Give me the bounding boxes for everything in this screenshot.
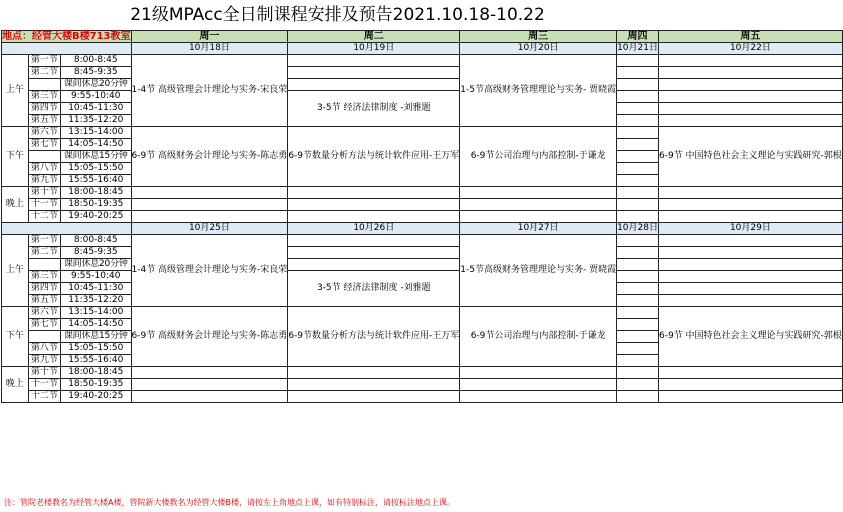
period-time: 15:05-15:50	[61, 343, 132, 355]
course-tue-pm: 6-9节数量分析方法与统计软件应用-王万军	[288, 127, 460, 187]
period-name: 第六节	[28, 127, 60, 139]
empty-cell	[617, 127, 659, 139]
empty-cell	[658, 295, 842, 307]
empty-cell	[617, 103, 659, 115]
empty-cell	[131, 379, 288, 391]
table-row	[2, 235, 843, 247]
period-time: 8:00-8:45	[61, 235, 132, 247]
period-name: 第十节	[28, 187, 60, 199]
period-time: 14:05-14:50	[61, 139, 132, 151]
course-fri-pm: 6-9节 中国特色社会主义理论与实践研究-郭根	[658, 307, 842, 367]
section-evening: 晚上	[2, 367, 29, 403]
period-time: 9:55-10:40	[61, 271, 132, 283]
table-row	[2, 91, 843, 103]
empty-cell	[288, 391, 460, 403]
period-time: 8:45-9:35	[61, 247, 132, 259]
period-name: 第十节	[28, 367, 60, 379]
empty-cell	[617, 235, 659, 247]
period-name: 第七节	[28, 139, 60, 151]
empty-cell	[288, 79, 460, 91]
empty-cell	[617, 163, 659, 175]
period-time: 18:50-19:35	[61, 199, 132, 211]
period-name: 第一节	[28, 235, 60, 247]
period-name: 第五节	[28, 295, 60, 307]
empty-cell	[617, 307, 659, 319]
period-time: 13:15-14:00	[61, 127, 132, 139]
empty-cell	[460, 367, 617, 379]
empty-cell	[617, 355, 659, 367]
period-time: 15:55-16:40	[61, 355, 132, 367]
empty-cell	[658, 367, 842, 379]
empty-cell	[617, 115, 659, 127]
course-tue-pm: 6-9节数量分析方法与统计软件应用-王万军	[288, 307, 460, 367]
empty-cell	[460, 199, 617, 211]
location-label: 地点：经管大楼B楼713教室	[2, 31, 131, 42]
empty-cell	[288, 211, 460, 223]
empty-cell	[288, 187, 460, 199]
empty-cell	[617, 247, 659, 259]
course-fri-pm: 6-9节 中国特色社会主义理论与实践研究-郭根	[658, 127, 842, 187]
table-row	[2, 187, 843, 199]
empty-cell	[658, 187, 842, 199]
break-label: 课间休息15分钟	[61, 151, 132, 163]
period-name: 第四节	[28, 283, 60, 295]
course-wed-pm: 6-9节公司治理与内部控制-于谦龙	[460, 127, 617, 187]
period-time: 11:35-12:20	[61, 115, 132, 127]
course-tue-am: 3-5节 经济法律制度 -刘雅题	[288, 91, 460, 127]
section-afternoon: 下午	[2, 127, 29, 187]
empty-cell	[460, 391, 617, 403]
footer-note: 注：管院老楼教名为经管大楼A楼，管院新大楼教名为经管大楼B楼，请按左上角地点上课，如有特别标注，请按标注地点上课。	[4, 498, 455, 507]
table-row	[2, 391, 843, 403]
table-row	[2, 271, 843, 283]
empty-cell	[617, 67, 659, 79]
empty-cell	[658, 115, 842, 127]
table-row	[2, 127, 843, 139]
period-name: 第八节	[28, 163, 60, 175]
period-name	[28, 331, 60, 343]
date-cell: 10月26日	[288, 223, 460, 235]
date-cell: 10月22日	[658, 43, 842, 55]
table-row	[2, 67, 843, 79]
period-name: 第三节	[28, 91, 60, 103]
date-cell: 10月21日	[617, 43, 658, 53]
table-row	[2, 223, 843, 235]
table-row	[2, 259, 843, 271]
period-name: 第一节	[28, 55, 60, 67]
empty-cell	[288, 55, 460, 67]
period-name: 十一节	[28, 199, 60, 211]
empty-cell	[617, 283, 659, 295]
period-name: 十二节	[28, 391, 60, 403]
period-name: 第七节	[28, 319, 60, 331]
day-header: 周五	[658, 31, 842, 43]
period-time: 15:05-15:50	[61, 163, 132, 175]
period-time: 10:45-11:30	[61, 283, 132, 295]
empty-cell	[617, 391, 659, 403]
empty-cell	[288, 259, 460, 271]
date-cell: 10月28日	[617, 223, 658, 233]
date-cell: 10月29日	[658, 223, 842, 235]
period-name: 第九节	[28, 355, 60, 367]
period-time: 8:45-9:35	[61, 67, 132, 79]
period-time: 15:55-16:40	[61, 175, 132, 187]
date-cell: 10月19日	[288, 43, 460, 55]
empty-cell	[131, 367, 288, 379]
empty-cell	[658, 235, 842, 247]
period-time: 10:45-11:30	[61, 103, 132, 115]
period-name: 第六节	[28, 307, 60, 319]
course-mon-am: 1-4节 高级管理会计理论与实务-宋良荣	[131, 235, 288, 307]
empty-cell	[288, 199, 460, 211]
period-name: 第二节	[28, 67, 60, 79]
empty-cell	[460, 187, 617, 199]
course-mon-pm: 6-9节 高级财务会计理论与实务-陈志勇	[131, 127, 288, 187]
empty-cell	[658, 259, 842, 271]
period-time: 19:40-20:25	[61, 211, 132, 223]
empty-cell	[658, 55, 842, 67]
period-name: 第八节	[28, 343, 60, 355]
empty-cell	[617, 175, 659, 187]
course-wed-am: 1-5节高级财务管理理论与实务- 贾晓霞	[460, 55, 617, 127]
break-label: 课间休息20分钟	[61, 79, 132, 91]
period-name: 第九节	[28, 175, 60, 187]
table-row	[2, 31, 843, 43]
period-time: 19:40-20:25	[61, 391, 132, 403]
course-wed-pm: 6-9节公司治理与内部控制-于谦龙	[460, 307, 617, 367]
empty-cell	[658, 391, 842, 403]
table-row	[2, 79, 843, 91]
empty-cell	[131, 187, 288, 199]
empty-cell	[617, 295, 659, 307]
empty-cell	[658, 79, 842, 91]
table-row	[2, 199, 843, 211]
empty-cell	[131, 211, 288, 223]
period-name: 第四节	[28, 103, 60, 115]
period-time: 18:50-19:35	[61, 379, 132, 391]
period-name: 第二节	[28, 247, 60, 259]
empty-cell	[658, 211, 842, 223]
empty-cell	[658, 103, 842, 115]
empty-cell	[658, 379, 842, 391]
period-time: 14:05-14:50	[61, 319, 132, 331]
page-title: 21级MPAcc全日制课程安排及预告2021.10.18-10.22	[130, 5, 545, 25]
table-row	[2, 55, 843, 67]
day-header: 周四	[617, 31, 659, 43]
empty-cell	[617, 259, 659, 271]
empty-cell	[658, 271, 842, 283]
table-row	[2, 211, 843, 223]
schedule-table	[1, 30, 843, 403]
empty-cell	[658, 199, 842, 211]
period-time: 13:15-14:00	[61, 307, 132, 319]
period-name: 十一节	[28, 379, 60, 391]
empty-cell	[617, 151, 659, 163]
period-name	[28, 79, 60, 91]
break-label: 课间休息20分钟	[61, 259, 132, 271]
table-row	[2, 43, 843, 55]
empty-cell	[617, 379, 659, 391]
day-header: 周一	[131, 31, 288, 43]
date-row-spacer	[2, 43, 132, 55]
period-name	[28, 259, 60, 271]
period-name: 十二节	[28, 211, 60, 223]
empty-cell	[288, 67, 460, 79]
empty-cell	[617, 331, 659, 343]
empty-cell	[658, 67, 842, 79]
period-name	[28, 151, 60, 163]
empty-cell	[617, 367, 659, 379]
empty-cell	[131, 199, 288, 211]
empty-cell	[617, 211, 659, 223]
table-row	[2, 247, 843, 259]
empty-cell	[617, 139, 659, 151]
empty-cell	[617, 319, 659, 331]
empty-cell	[460, 211, 617, 223]
empty-cell	[617, 187, 659, 199]
empty-cell	[288, 235, 460, 247]
course-mon-pm: 6-9节 高级财务会计理论与实务-陈志勇	[131, 307, 288, 367]
date-cell: 10月27日	[460, 223, 617, 235]
section-morning: 上午	[2, 55, 29, 127]
empty-cell	[658, 283, 842, 295]
day-header: 周二	[288, 31, 460, 43]
empty-cell	[288, 367, 460, 379]
empty-cell	[617, 79, 659, 91]
period-name: 第五节	[28, 115, 60, 127]
date-row-spacer	[2, 223, 132, 235]
table-row	[2, 379, 843, 391]
table-row	[2, 307, 843, 319]
empty-cell	[617, 271, 659, 283]
course-mon-am: 1-4节 高级管理会计理论与实务-宋良荣	[131, 55, 288, 127]
empty-cell	[288, 247, 460, 259]
table-row	[2, 367, 843, 379]
empty-cell	[288, 379, 460, 391]
period-time: 18:00-18:45	[61, 367, 132, 379]
day-header: 周三	[460, 31, 617, 43]
empty-cell	[617, 55, 659, 67]
empty-cell	[658, 91, 842, 103]
period-name: 第三节	[28, 271, 60, 283]
course-wed-am: 1-5节高级财务管理理论与实务- 贾晓霞	[460, 235, 617, 307]
empty-cell	[617, 343, 659, 355]
section-afternoon: 下午	[2, 307, 29, 367]
section-morning: 上午	[2, 235, 29, 307]
empty-cell	[131, 391, 288, 403]
date-cell: 10月20日	[460, 43, 617, 55]
period-time: 18:00-18:45	[61, 187, 132, 199]
break-label: 课间休息15分钟	[61, 331, 132, 343]
empty-cell	[460, 379, 617, 391]
section-evening: 晚上	[2, 187, 29, 223]
period-time: 9:55-10:40	[61, 91, 132, 103]
period-time: 8:00-8:45	[61, 55, 132, 67]
course-tue-am: 3-5节 经济法律制度 -刘雅题	[288, 271, 460, 307]
period-time: 11:35-12:20	[61, 295, 132, 307]
date-cell: 10月18日	[131, 43, 288, 55]
date-cell: 10月25日	[131, 223, 288, 235]
empty-cell	[617, 91, 659, 103]
empty-cell	[658, 247, 842, 259]
empty-cell	[617, 199, 659, 211]
